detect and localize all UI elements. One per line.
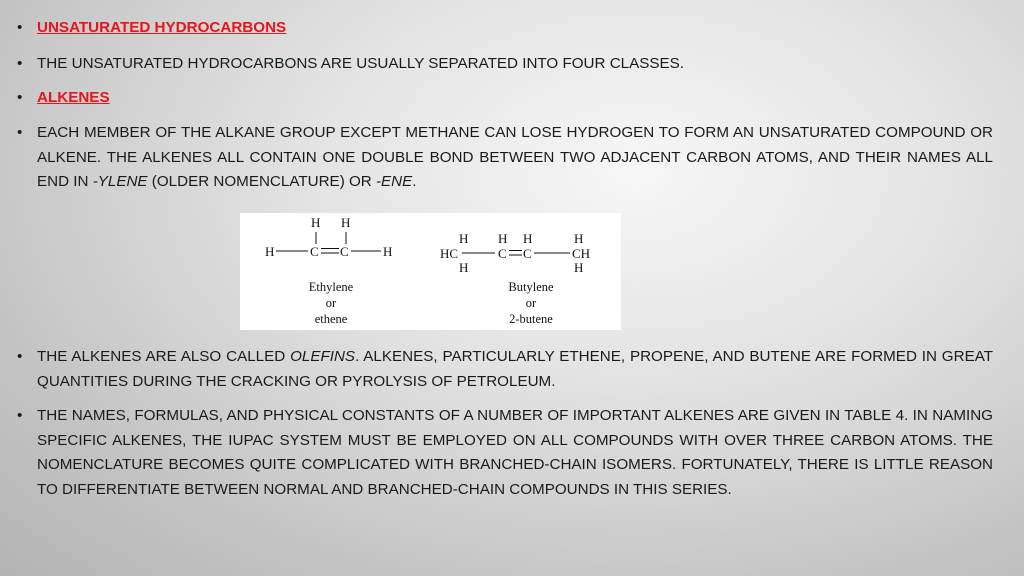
- butylene-h-top-4: H: [574, 231, 584, 246]
- bullet-dot: •: [17, 89, 23, 106]
- butylene-c-3: C: [523, 246, 532, 261]
- butylene-hc-left: HC: [440, 246, 459, 261]
- ethylene-caption-name: Ethylene: [308, 280, 354, 294]
- butylene-h-top-2: H: [498, 231, 508, 246]
- bullet-nomenclature: [17, 404, 993, 502]
- alkene-structure-figure: [240, 213, 621, 330]
- ethylene-c-left: C: [310, 244, 319, 259]
- butylene-caption-alt: 2-butene: [509, 312, 553, 326]
- butylene-caption-name: Butylene: [508, 280, 554, 294]
- butylene-h-bottom-4: H: [574, 260, 584, 275]
- ethylene-caption-or: or: [325, 296, 337, 310]
- bullet-dot: •: [17, 55, 23, 72]
- ethylene-c-right: C: [340, 244, 349, 259]
- butylene-h-top-3: H: [523, 231, 533, 246]
- bullet-alkenes-heading: [17, 86, 993, 111]
- butylene-h-bottom-1: H: [459, 260, 469, 275]
- bullet-dot: •: [17, 124, 23, 141]
- bullet-dot: •: [17, 348, 23, 365]
- butylene-structure: [440, 231, 590, 326]
- bullet-text: THE ALKENES ARE ALSO CALLED OLEFINS. ALKENES, PARTICULARLY ETHENE, PROPENE, AND BUTENE ARE FORMED IN GREAT QUANTITIES DURING THE CRACKING OR PYROLYSIS OF PETROLEUM.: [37, 348, 993, 390]
- butylene-c-2: C: [498, 246, 507, 261]
- section-heading: UNSATURATED HYDROCARBONS: [37, 19, 287, 36]
- bullet-unsaturated-hydrocarbons-heading: [17, 16, 993, 41]
- ethylene-h-top-left: H: [311, 215, 321, 230]
- butylene-caption-or: or: [525, 296, 537, 310]
- ethylene-h-right: H: [383, 244, 393, 259]
- bullet-dot: •: [17, 407, 23, 424]
- bullet-alkene-definition: [17, 121, 993, 195]
- bullet-four-classes: [17, 52, 993, 77]
- ethylene-caption-alt: ethene: [314, 312, 348, 326]
- butylene-h-top-1: H: [459, 231, 469, 246]
- bullet-dot: •: [17, 19, 23, 36]
- ethylene-h-top-right: H: [341, 215, 351, 230]
- bullet-olefins: [17, 345, 993, 394]
- section-heading: ALKENES: [37, 89, 110, 106]
- bullet-text: THE UNSATURATED HYDROCARBONS ARE USUALLY SEPARATED INTO FOUR CLASSES.: [37, 55, 684, 72]
- bullet-text: THE NAMES, FORMULAS, AND PHYSICAL CONSTANTS OF A NUMBER OF IMPORTANT ALKENES ARE GIVEN IN TABLE 4. IN NAMING SPECIFIC ALKENES, THE IUPAC SYSTEM MUST BE EMPLOYED ON ALL COMPOUNDS WITH OVER THREE CARBON ATOMS. THE NOMENCLATURE BECOMES QUITE COMPLICATED WITH BRANCHED-CHAIN ISOMERS. FORTUNATELY, THERE IS LITTLE REASON TO DIFFERENTIATE BETWEEN NORMAL AND BRANCHED-CHAIN COMPOUNDS IN THIS SERIES.: [37, 407, 993, 498]
- butylene-ch-right: CH: [572, 246, 591, 261]
- bullet-text: EACH MEMBER OF THE ALKANE GROUP EXCEPT METHANE CAN LOSE HYDROGEN TO FORM AN UNSATURATED COMPOUND OR ALKENE. THE ALKENES ALL CONTAIN ONE DOUBLE BOND BETWEEN TWO ADJACENT CARBON ATOMS, AND THEIR NAMES ALL END IN -YLENE (OLDER NOMENCLATURE) OR -ENE.: [37, 124, 993, 191]
- structural-formulas: [240, 213, 621, 330]
- ethylene-structure: [265, 215, 392, 326]
- ethylene-h-left: H: [265, 244, 275, 259]
